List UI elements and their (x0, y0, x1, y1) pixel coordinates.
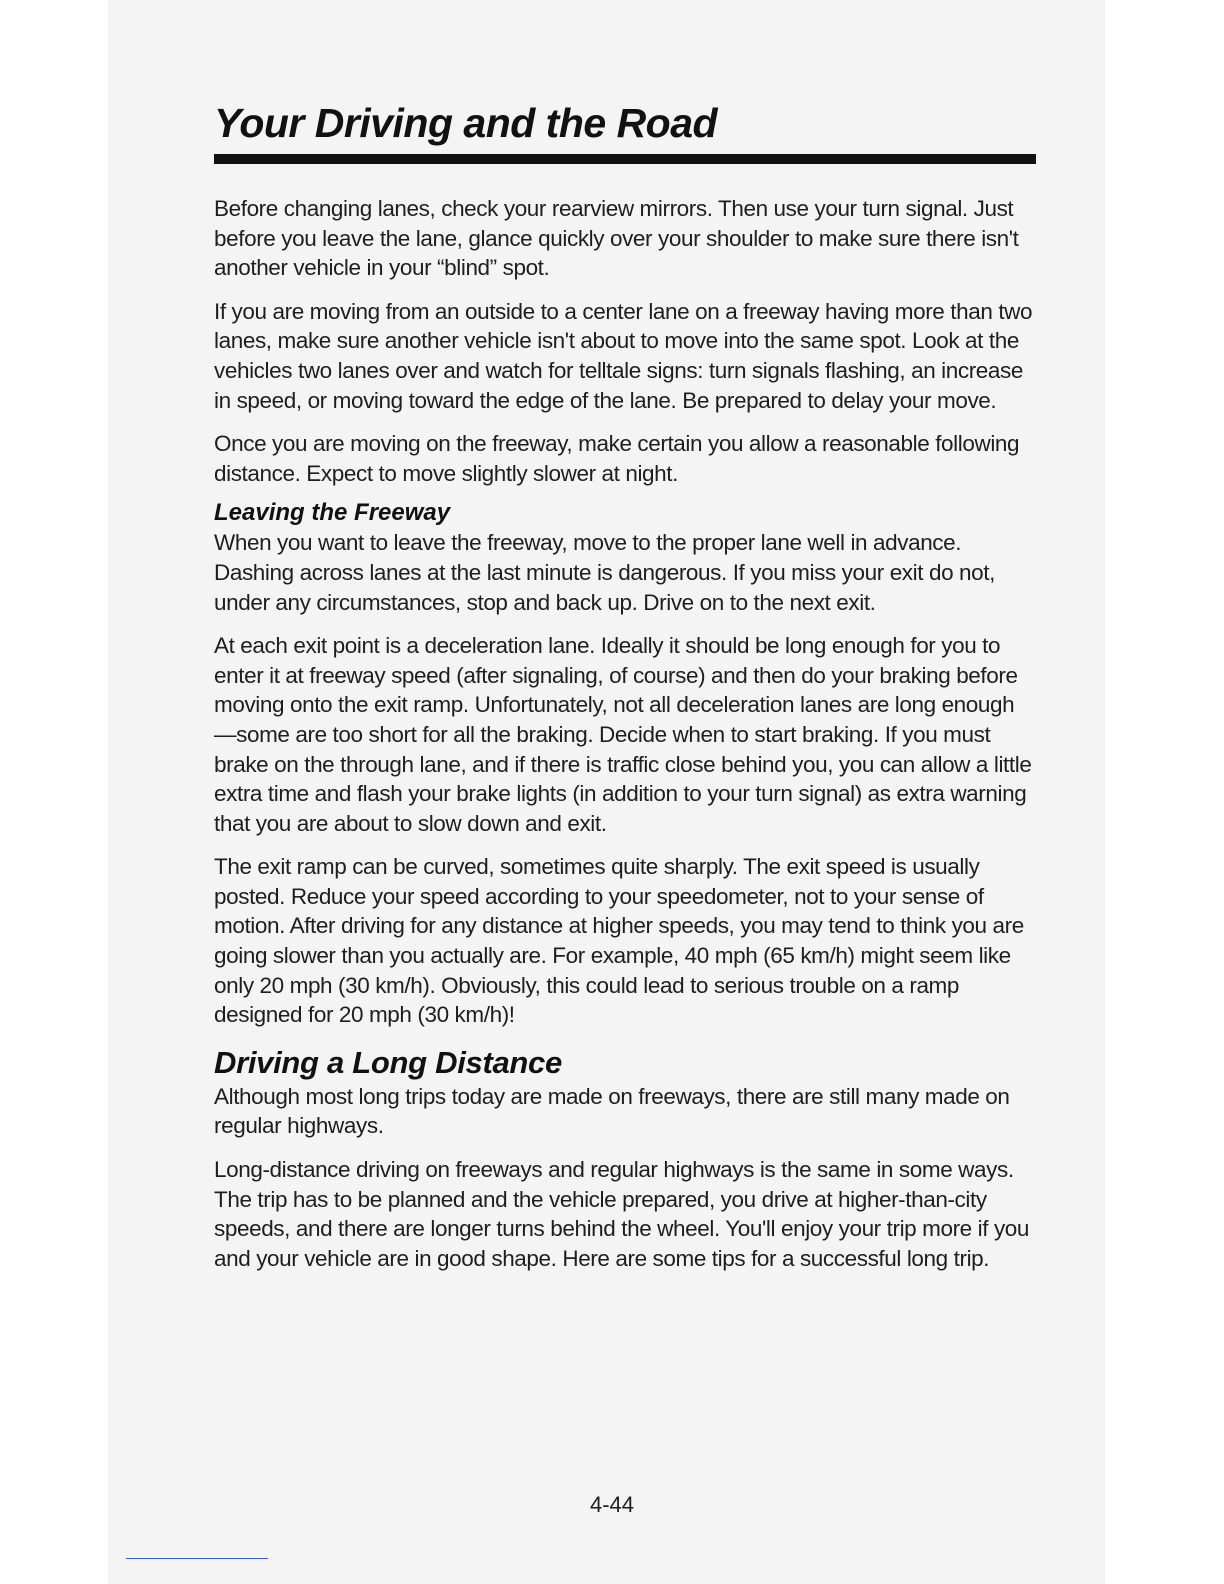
heading-long-distance: Driving a Long Distance (214, 1044, 562, 1080)
paragraph-following-distance: Once you are moving on the freeway, make certain you allow a reasonable following distance. Expect to move slightly slower at night. (214, 431, 1020, 486)
page-title: Your Driving and the Road (214, 100, 718, 146)
subheading-leaving-freeway: Leaving the Freeway (214, 499, 451, 527)
bottom-link-underline (126, 1558, 268, 1559)
paragraph-changing-lanes: Before changing lanes, check your rearview mirrors. Then use your turn signal. Just before you leave the lane, glance quickly over your shoulder to make sure there isn't another vehicle in your “blind” spot. (214, 196, 1019, 281)
page-content (214, 98, 1036, 1273)
paragraph-deceleration-lane: At each exit point is a deceleration lane. Ideally it should be long enough for you to enter it at freeway speed (after signaling, of course) and then do your braking before moving onto the exit ramp. Unfortunately, not all deceleration lanes are long enough—some are too short for all the braking. Decide when to start braking. If you must brake on the through lane, and if there is traffic close behind you, you can allow a little extra time and flash your brake lights (in addition to your turn signal) as extra warning that you are about to slow down and exit. (214, 633, 1032, 836)
title-rule (214, 154, 1036, 164)
page-number: 4-44 (589, 1492, 635, 1517)
paragraph-long-trips: Although most long trips today are made on freeways, there are still many made on regular highways. (214, 1083, 1010, 1139)
paragraph-center-lane: If you are moving from an outside to a center lane on a freeway having more than two lanes, make sure another vehicle isn't about to move into the same spot. Look at the vehicles two lanes over and watch for telltale signs: turn signals flashing, an increase in speed, or moving toward the edge of the lane. Be prepared to delay your move. (214, 298, 1033, 413)
paragraph-long-distance-driving: Long-distance driving on freeways and regular highways is the same in some ways. The trip has to be planned and the vehicle prepared, you drive at higher-than-city speeds, and there are longer turns behind the wheel. You'll enjoy your trip more if you and your vehicle are in good shape. Here are some tips for a successful long trip. (214, 1157, 1030, 1271)
paragraph-leave-freeway: When you want to leave the freeway, move to the proper lane well in advance. Dashing across lanes at the last minute is dangerous. If you miss your exit do not, under any circumstances, stop and back up. Drive on to the next exit. (214, 530, 995, 615)
paragraph-exit-ramp: The exit ramp can be curved, sometimes quite sharply. The exit speed is usually posted. Reduce your speed according to your speedometer, not to your sense of motion. After driving for any distance at higher speeds, you may tend to think you are going slower than you actually are. For example, 40 mph (65 km/h) might seem like only 20 mph (30 km/h). Obviously, this could lead to serious trouble on a ramp designed for 20 mph (30 km/h)! (214, 854, 1024, 1028)
